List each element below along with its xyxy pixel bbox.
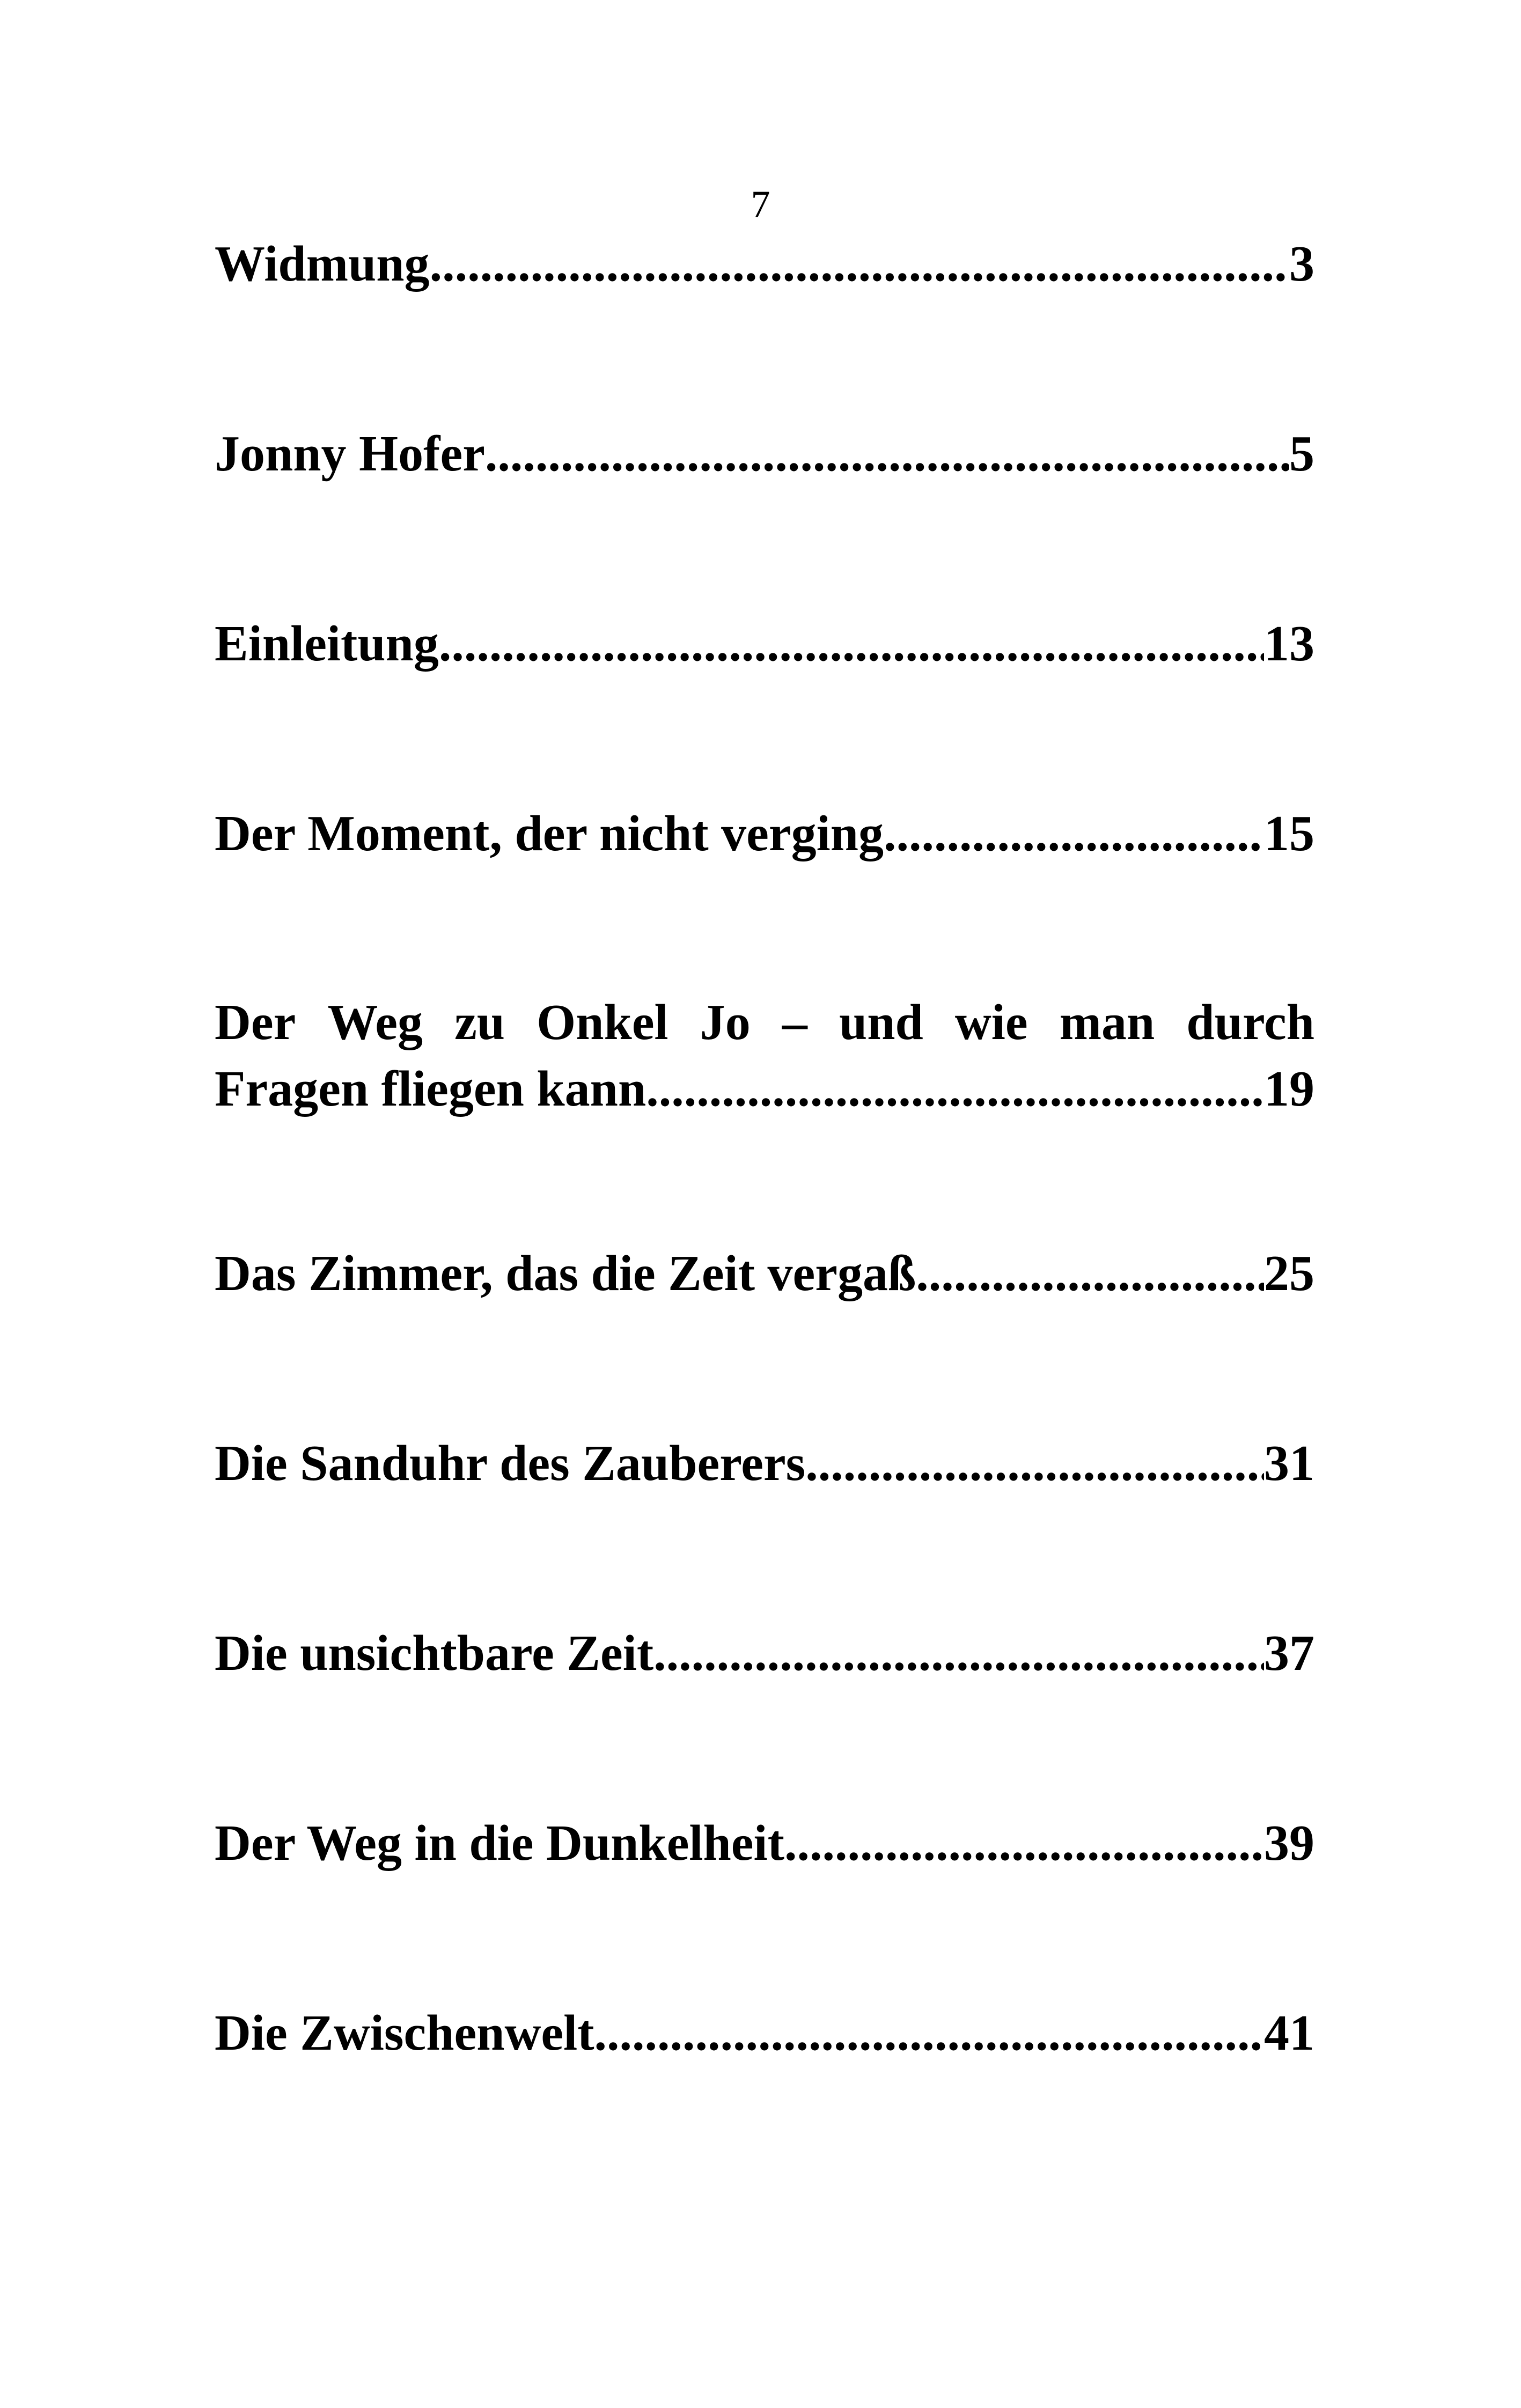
toc-entry-title: Jonny Hofer — [215, 426, 485, 482]
toc-word: man — [1059, 995, 1155, 1050]
toc-entry-page: 5 — [1289, 426, 1314, 482]
toc-entry-page: 37 — [1264, 1625, 1314, 1681]
toc-entry-title: Einleitung — [215, 616, 439, 672]
toc-entry-title: Der Moment, der nicht verging — [215, 806, 884, 861]
toc-entry-widmung — [215, 231, 1314, 297]
toc-entry-page: 39 — [1264, 1815, 1314, 1871]
toc-entry-title: Die Zwischenwelt — [215, 2005, 594, 2061]
toc-word: Weg — [327, 995, 423, 1050]
toc-word: und — [839, 995, 923, 1050]
toc-entry-title-first-line — [215, 989, 1314, 1056]
toc-entry-page: 15 — [1264, 806, 1314, 861]
toc-entry-title: Das Zimmer, das die Zeit vergaß — [215, 1246, 916, 1301]
toc-word: wie — [954, 995, 1028, 1050]
toc-entry-title: Fragen fliegen kann — [215, 1061, 646, 1117]
toc-dot-leader — [594, 2000, 1264, 2066]
toc-dot-leader — [784, 1810, 1264, 1876]
toc-entry-der-weg-zu-onkel-jo — [215, 989, 1314, 1122]
toc-word: zu — [454, 995, 505, 1050]
toc-word: Onkel — [537, 995, 668, 1050]
toc-entry-die-unsichtbare-zeit — [215, 1620, 1314, 1687]
toc-entry-der-moment — [215, 800, 1314, 867]
toc-entry-page: 31 — [1264, 1435, 1314, 1491]
toc-entry-title: Der Weg in die Dunkelheit — [215, 1815, 784, 1871]
toc-word: durch — [1186, 995, 1314, 1050]
toc-entry-einleitung — [215, 610, 1314, 677]
toc-dot-leader — [805, 1430, 1264, 1497]
toc-entry-title: Die Sanduhr des Zauberers — [215, 1435, 806, 1491]
toc-entry-das-zimmer — [215, 1240, 1314, 1307]
toc-entry-page: 19 — [1264, 1061, 1314, 1117]
toc-entry-title: Die unsichtbare Zeit — [215, 1625, 654, 1681]
toc-entry-die-zwischenwelt — [215, 2000, 1314, 2066]
toc-entry-page: 13 — [1264, 616, 1314, 672]
toc-entry-die-sanduhr — [215, 1430, 1314, 1497]
toc-entry-title: Widmung — [215, 236, 430, 292]
toc-dot-leader — [485, 421, 1289, 487]
toc-entry-page: 25 — [1264, 1246, 1314, 1301]
toc-dot-leader — [430, 231, 1289, 297]
toc-dot-leader — [916, 1240, 1264, 1307]
toc-word: Jo — [700, 995, 751, 1050]
toc-entry-page: 3 — [1289, 236, 1314, 292]
toc-dot-leader — [653, 1620, 1264, 1687]
toc-entry-jonny-hofer — [215, 421, 1314, 487]
toc-dot-leader — [884, 800, 1264, 867]
toc-entry-page: 41 — [1264, 2005, 1314, 2061]
toc-dot-leader — [439, 610, 1264, 677]
toc-word: Der — [215, 995, 296, 1050]
page-number: 7 — [751, 183, 770, 226]
toc-dot-leader — [646, 1056, 1264, 1122]
toc-word: – — [782, 995, 807, 1050]
toc-entry-der-weg-in-die-dunkelheit — [215, 1810, 1314, 1876]
